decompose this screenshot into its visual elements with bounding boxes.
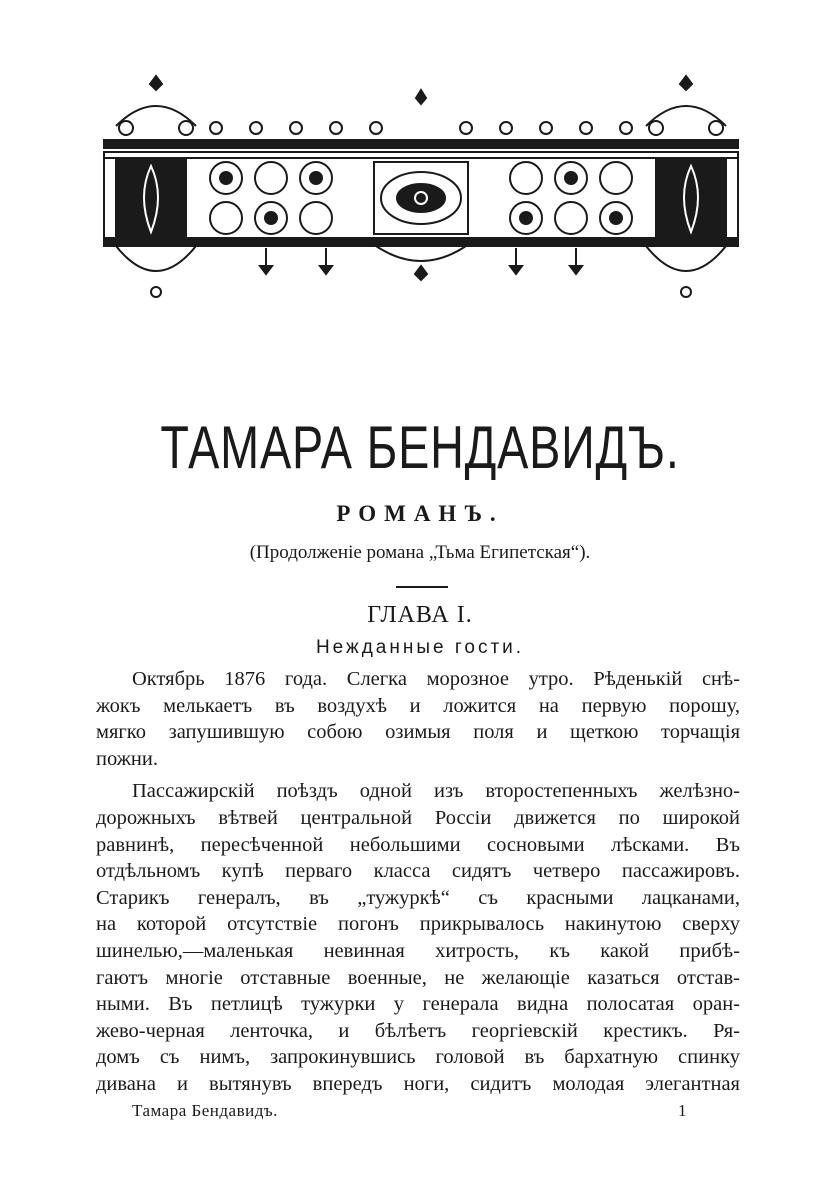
chapter-title: Нежданные гости. (315, 637, 525, 658)
paragraph (96, 666, 740, 772)
text-line: пожни. (96, 747, 158, 770)
text-line: жокъ мелькаетъ въ воздухѣ и ложится на первую порошу, (96, 694, 740, 717)
running-title: Тамара Бендавидъ. (132, 1101, 278, 1120)
text-line: дорожныхъ вѣтвей центральной Россіи движется по широкой (96, 806, 740, 829)
text-line: равнинѣ, пересѣченной небольшими сосновыми лѣсками. Въ (96, 833, 740, 856)
text-line: жево-черная ленточка, и бѣлѣетъ георгіевскій крестикъ. Ря- (96, 1019, 740, 1042)
continuation-note: (Продолженіе романа „Тьма Египетская“). (249, 542, 591, 563)
genre-subtitle: РОМАНЪ. (336, 501, 504, 526)
text-line: шинелью,—маленькая невинная хитрость, къ какой прибѣ- (96, 939, 740, 962)
text-line: мягко запушившую собою озимыя поля и щеткою торчащія (96, 721, 740, 744)
text-line: ными. Въ петлицѣ тужурки у генерала видна полосатая оран- (96, 993, 740, 1016)
section-divider (396, 586, 448, 588)
text-line: гаютъ многіе отставные военные, не желающіе казаться отстав- (96, 966, 740, 989)
decorative-header-ornament (96, 66, 746, 302)
paragraph (96, 778, 740, 1097)
text-line: отдѣльномъ купѣ перваго класса сидятъ четверо пассажировъ. (96, 860, 740, 883)
body-text (96, 666, 740, 1104)
text-line: на которой отсутствіе погонъ прикрывалось накинутою сверху (96, 913, 740, 936)
text-line: дивана и вытянувъ впередъ ноги, сидитъ молодая элегантная (96, 1072, 740, 1095)
text-line: Старикъ генералъ, въ „тужуркѣ“ съ красными лацканами, (96, 886, 740, 909)
page-number: 1 (678, 1101, 687, 1120)
text-line: домъ съ нимъ, запрокинувшись головой въ бархатную спинку (96, 1046, 740, 1069)
text-line: Пассажирскій поѣздъ одной изъ второстепенныхъ желѣзно- (132, 780, 740, 803)
chapter-number: ГЛАВА I. (367, 602, 473, 628)
book-title: ТАМАРА БЕНДАВИДЪ. (160, 414, 680, 481)
text-line: Октябрь 1876 года. Слегка морозное утро. Рѣденькій снѣ- (132, 668, 740, 690)
